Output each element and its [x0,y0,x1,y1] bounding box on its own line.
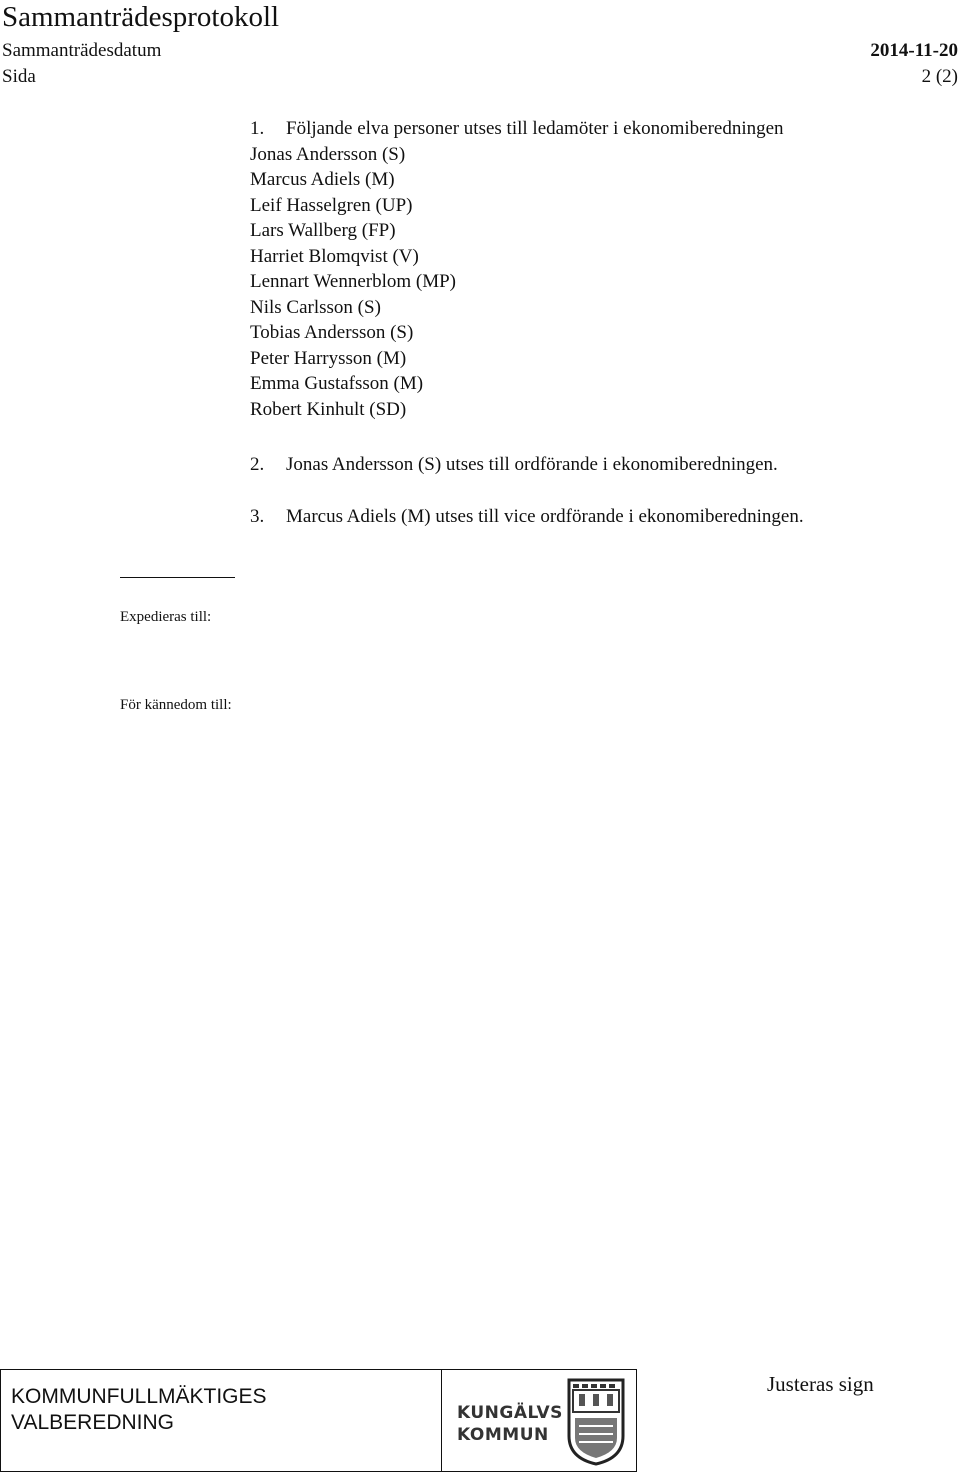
footer-org-name [11,1384,267,1436]
kannedom-label: För kännedom till: [120,697,232,713]
decision-item-3 [250,504,804,530]
footer-org-cell [1,1370,442,1471]
item-text: Följande elva personer utses till ledamöter i ekonomiberedningen [286,118,784,139]
decision-item-1 [250,116,784,422]
org-line-2: VALBEREDNING [11,1411,174,1434]
decision-item-1-heading [250,116,784,142]
member-name: Lars Wallberg (FP) [250,220,396,241]
member-name: Marcus Adiels (M) [250,169,395,190]
member-name: Lennart Wennerblom (MP) [250,271,457,292]
meeting-date-value: 2014-11-20 [870,40,958,61]
decision-item-2 [250,452,778,478]
page-number: 2 (2) [921,66,958,87]
logo-line-2: KOMMUN [457,1425,549,1445]
document-title: Sammanträdesprotokoll [2,1,280,33]
member-name: Peter Harrysson (M) [250,347,407,369]
member-name: Robert Kinhult (SD) [250,398,407,420]
coat-of-arms-icon [565,1378,627,1466]
item-number: 2. [250,454,265,475]
logo-line-1: KUNGÄLVS [457,1403,563,1423]
justeras-sign-label: Justeras sign [767,1372,874,1396]
item-text: Jonas Andersson (S) utses till ordförande i ekonomiberedningen. [286,454,778,475]
org-line-1: KOMMUNFULLMÄKTIGES [11,1385,267,1408]
member-name: Jonas Andersson (S) [250,143,406,165]
member-name: Leif Hasselgren (UP) [250,194,413,216]
item-text: Marcus Adiels (M) utses till vice ordförande i ekonomiberedningen. [286,506,804,527]
member-name: Tobias Andersson (S) [250,322,414,343]
member-name: Emma Gustafsson (M) [250,373,424,394]
meeting-date-label: Sammanträdesdatum [2,40,162,61]
member-list [250,142,784,423]
member-name: Harriet Blomqvist (V) [250,245,419,267]
separator-line [120,577,235,578]
municipality-logo-text [457,1402,563,1446]
item-number: 3. [250,506,265,527]
member-name: Nils Carlsson (S) [250,296,381,318]
item-number: 1. [250,118,265,139]
page-label: Sida [2,66,36,87]
expedieras-label: Expedieras till: [120,609,212,625]
